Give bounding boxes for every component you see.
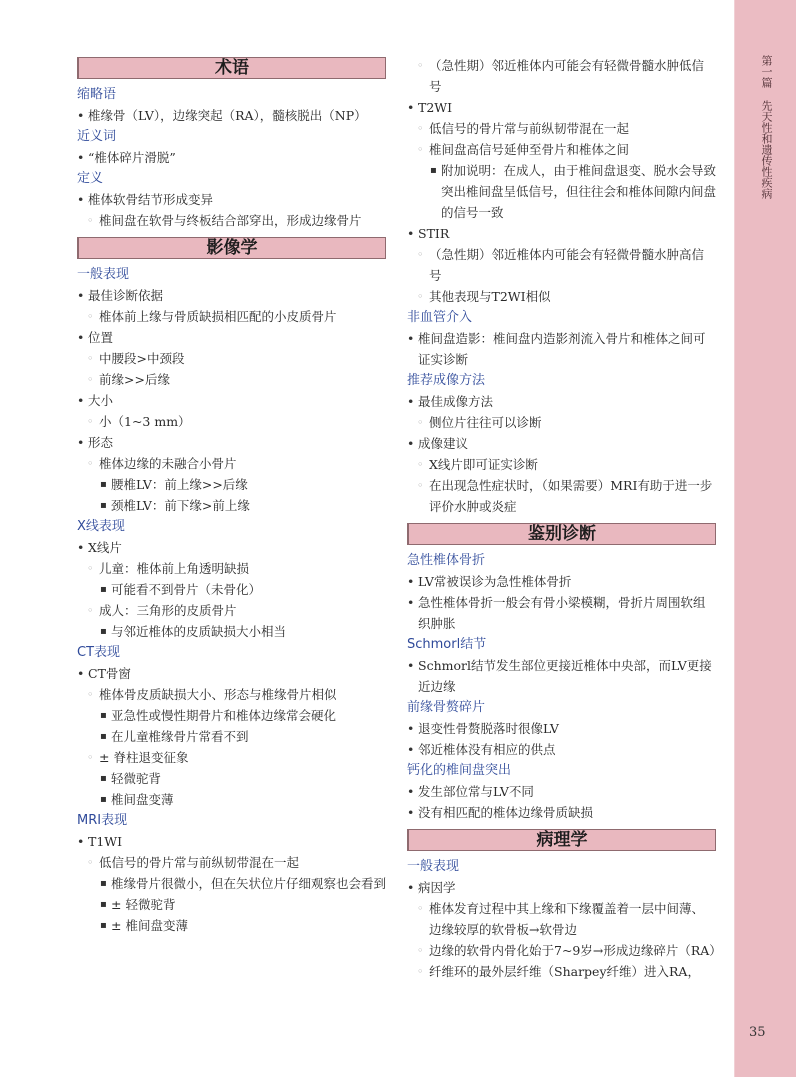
list-item: ▪ 腰椎LV：前上缘>>后缘: [77, 474, 386, 495]
list-item: ◦ 侧位片往往可以诊断: [407, 412, 716, 433]
subhead-nonvascular: 非血管介入: [407, 310, 473, 325]
list-item: • 没有相匹配的椎体边缘骨质缺损: [407, 802, 716, 823]
subhead-ct: CT表现: [77, 645, 121, 660]
subhead-general: 一般表现: [77, 267, 130, 282]
list-item: • Schmorl结节发生部位更接近椎体中央部，而LV更接近边缘: [407, 655, 716, 697]
list-item: • 椎体软骨结节形成变异: [77, 189, 386, 210]
list-item: ◦ 椎体前上缘与骨质缺损相匹配的小皮质骨片: [77, 306, 386, 327]
list-item: • 急性椎体骨折一般会有骨小梁模糊，骨折片周围软组织肿胀: [407, 592, 716, 634]
list-item: ◦ 小（1~3 mm）: [77, 411, 386, 432]
list-item: ▪ ± 椎间盘变薄: [77, 915, 386, 936]
subhead-abbreviations: 缩略语: [77, 87, 117, 102]
list-item: ◦ 椎间盘高信号延伸至骨片和椎体之间: [407, 139, 716, 160]
list-item: • 最佳成像方法: [407, 391, 716, 412]
subhead-osteophyte: 前缘骨赘碎片: [407, 700, 486, 715]
subhead-synonyms: 近义词: [77, 129, 117, 144]
list-item: • X线片: [77, 537, 386, 558]
list-item: ◦ 低信号的骨片常与前纵韧带混在一起: [407, 118, 716, 139]
list-item: ◦ 前缘>>后缘: [77, 369, 386, 390]
list-item: • 退变性骨赘脱落时很像LV: [407, 718, 716, 739]
list-item: • 形态: [77, 432, 386, 453]
list-item: • T1WI: [77, 831, 386, 852]
list-item: • 邻近椎体没有相应的供点: [407, 739, 716, 760]
list-item: • 发生部位常与LV不同: [407, 781, 716, 802]
subhead-general: 一般表现: [407, 859, 460, 874]
list-item: ◦ 纤维环的最外层纤维（Sharpey纤维）进入RA，: [407, 961, 716, 982]
section-header-differential: 鉴别诊断: [407, 523, 716, 545]
list-item: ◦ （急性期）邻近椎体内可能会有轻微骨髓水肿低信号: [407, 55, 716, 97]
subhead-schmorl: Schmorl结节: [407, 637, 487, 652]
subhead-recommend: 推荐成像方法: [407, 373, 486, 388]
list-item: ◦ 椎体发育过程中其上缘和下缘覆盖着一层中间薄、边缘较厚的软骨板→软骨边: [407, 898, 716, 940]
chapter-name: 先天性和遗传性疾病: [760, 100, 773, 199]
list-item: ◦ 儿童：椎体前上角透明缺损: [77, 558, 386, 579]
subhead-acute-fracture: 急性椎体骨折: [407, 553, 486, 568]
list-item: ▪ 颈椎LV：前下缘>前上缘: [77, 495, 386, 516]
list-item: ◦ ± 脊柱退变征象: [77, 747, 386, 768]
left-column: [77, 51, 386, 936]
list-item: • 椎间盘造影：椎间盘内造影剂流入骨片和椎体之间可证实诊断: [407, 328, 716, 370]
list-item: ◦ 椎体骨皮质缺损大小、形态与椎缘骨片相似: [77, 684, 386, 705]
list-item: ◦ X线片即可证实诊断: [407, 454, 716, 475]
list-item: ▪ 附加说明：在成人，由于椎间盘退变、脱水会导致突出椎间盘呈低信号，但往往会和椎体间隙内间盘的信号一致: [407, 160, 716, 223]
list-item: • “椎体碎片滑脱”: [77, 147, 386, 168]
subhead-xray: X线表现: [77, 519, 125, 534]
list-item: ◦ 边缘的软骨内骨化始于7~9岁→形成边缘碎片（RA）: [407, 940, 716, 961]
list-item: ▪ 可能看不到骨片（未骨化）: [77, 579, 386, 600]
list-item: ▪ 与邻近椎体的皮质缺损大小相当: [77, 621, 386, 642]
list-item: • 病因学: [407, 877, 716, 898]
list-item: ▪ 在儿童椎缘骨片常看不到: [77, 726, 386, 747]
list-item: ◦ 其他表现与T2WI相似: [407, 286, 716, 307]
list-item: ◦ 在出现急性症状时，（如果需要）MRI有助于进一步评价水肿或炎症: [407, 475, 716, 517]
page-number: 35: [749, 1025, 766, 1040]
list-item: ◦ 椎体边缘的未融合小骨片: [77, 453, 386, 474]
list-item: • CT骨窗: [77, 663, 386, 684]
list-item: ◦ （急性期）邻近椎体内可能会有轻微骨髓水肿高信号: [407, 244, 716, 286]
subhead-definition: 定义: [77, 171, 104, 186]
list-item: • 椎缘骨（LV），边缘突起（RA），髓核脱出（NP）: [77, 105, 386, 126]
list-item: • LV常被误诊为急性椎体骨折: [407, 571, 716, 592]
chapter-sidebar: [734, 0, 796, 1077]
section-header-imaging: 影像学: [77, 237, 386, 259]
list-item: • STIR: [407, 223, 716, 244]
list-item: • 成像建议: [407, 433, 716, 454]
right-column: [407, 55, 722, 982]
list-item: ◦ 成人：三角形的皮质骨片: [77, 600, 386, 621]
list-item: • 位置: [77, 327, 386, 348]
list-item: ◦ 中腰段>中颈段: [77, 348, 386, 369]
list-item: • 大小: [77, 390, 386, 411]
list-item: ◦ 椎间盘在软骨与终板结合部穿出，形成边缘骨片: [77, 210, 386, 231]
list-item: ▪ 椎间盘变薄: [77, 789, 386, 810]
subhead-calcified-disc: 钙化的椎间盘突出: [407, 763, 512, 778]
list-item: • 最佳诊断依据: [77, 285, 386, 306]
section-header-pathology: 病理学: [407, 829, 716, 851]
list-item: ◦ 低信号的骨片常与前纵韧带混在一起: [77, 852, 386, 873]
subhead-mri: MRI表现: [77, 813, 128, 828]
part-label: 第一篇: [760, 55, 773, 88]
list-item: ▪ ± 轻微驼背: [77, 894, 386, 915]
list-item: ▪ 轻微驼背: [77, 768, 386, 789]
chapter-title: [757, 55, 773, 199]
list-item: ▪ 亚急性或慢性期骨片和椎体边缘常会硬化: [77, 705, 386, 726]
list-item: • T2WI: [407, 97, 716, 118]
section-header-terms: 术语: [77, 57, 386, 79]
list-item: ▪ 椎缘骨片很微小，但在矢状位片仔细观察也会看到: [77, 873, 386, 894]
